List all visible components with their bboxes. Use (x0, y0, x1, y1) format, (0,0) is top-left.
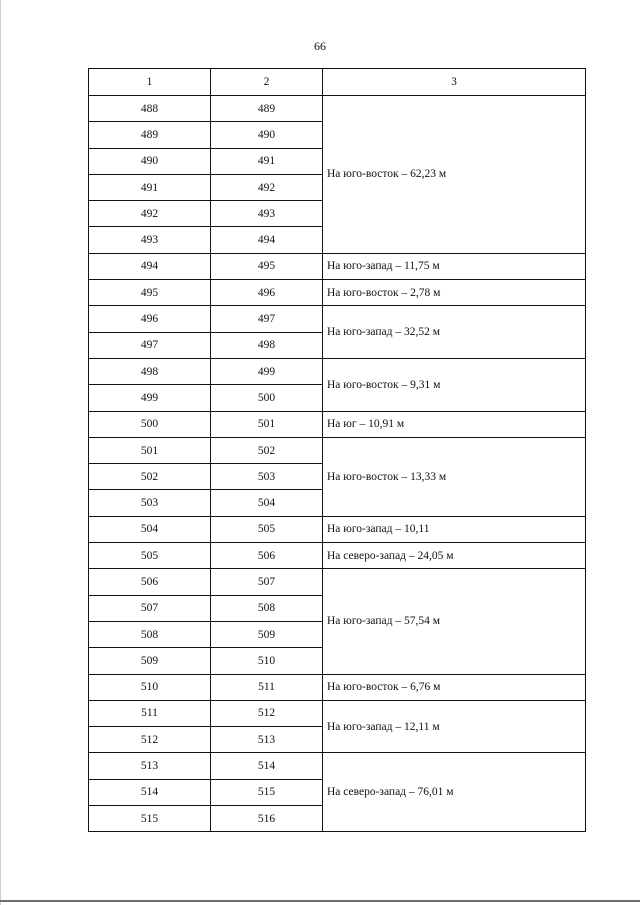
point-to-cell: 491 (211, 148, 323, 174)
point-from-cell: 515 (89, 806, 211, 832)
point-from-cell: 502 (89, 464, 211, 490)
point-to-cell: 510 (211, 648, 323, 674)
page-left-edge (0, 0, 1, 905)
table-row (89, 516, 586, 542)
point-to-cell: 515 (211, 779, 323, 805)
point-from-cell: 506 (89, 569, 211, 595)
column-header-2: 2 (211, 69, 323, 96)
point-from-cell: 489 (89, 122, 211, 148)
point-to-cell: 502 (211, 437, 323, 463)
point-to-cell: 503 (211, 464, 323, 490)
point-from-cell: 508 (89, 621, 211, 647)
table-row (89, 569, 586, 595)
point-from-cell: 505 (89, 543, 211, 569)
point-to-cell: 495 (211, 253, 323, 279)
table-header-row (89, 69, 586, 96)
direction-distance-cell: На юго-восток – 62,23 м (323, 96, 586, 254)
point-to-cell: 501 (211, 411, 323, 437)
direction-distance-cell: На юго-восток – 13,33 м (323, 437, 586, 516)
point-to-cell: 500 (211, 385, 323, 411)
column-header-1: 1 (89, 69, 211, 96)
point-to-cell: 494 (211, 227, 323, 253)
point-from-cell: 501 (89, 437, 211, 463)
direction-distance-cell: На юго-восток – 9,31 м (323, 358, 586, 411)
point-to-cell: 490 (211, 122, 323, 148)
column-header-3: 3 (323, 69, 586, 96)
point-to-cell: 489 (211, 96, 323, 122)
point-to-cell: 493 (211, 201, 323, 227)
point-from-cell: 497 (89, 332, 211, 358)
point-to-cell: 516 (211, 806, 323, 832)
point-from-cell: 513 (89, 753, 211, 779)
point-to-cell: 506 (211, 543, 323, 569)
point-from-cell: 495 (89, 280, 211, 306)
table-row (89, 96, 586, 122)
point-to-cell: 509 (211, 621, 323, 647)
table-row (89, 358, 586, 384)
direction-distance-cell: На юго-восток – 2,78 м (323, 280, 586, 306)
point-to-cell: 512 (211, 700, 323, 726)
table-row (89, 411, 586, 437)
point-from-cell: 496 (89, 306, 211, 332)
table-row (89, 253, 586, 279)
direction-distance-cell: На юго-запад – 57,54 м (323, 569, 586, 674)
point-from-cell: 493 (89, 227, 211, 253)
direction-distance-cell: На юго-запад – 12,11 м (323, 700, 586, 753)
table-row (89, 306, 586, 332)
point-from-cell: 494 (89, 253, 211, 279)
point-to-cell: 505 (211, 516, 323, 542)
direction-distance-cell: На юго-запад – 32,52 м (323, 306, 586, 359)
direction-distance-cell: На северо-запад – 76,01 м (323, 753, 586, 832)
point-to-cell: 507 (211, 569, 323, 595)
table-row (89, 437, 586, 463)
point-from-cell: 491 (89, 174, 211, 200)
direction-distance-cell: На юго-восток – 6,76 м (323, 674, 586, 700)
point-from-cell: 488 (89, 96, 211, 122)
point-to-cell: 513 (211, 727, 323, 753)
table-row (89, 543, 586, 569)
point-to-cell: 508 (211, 595, 323, 621)
direction-distance-cell: На юг – 10,91 м (323, 411, 586, 437)
point-from-cell: 504 (89, 516, 211, 542)
point-to-cell: 514 (211, 753, 323, 779)
direction-distance-cell: На юго-запад – 10,11 (323, 516, 586, 542)
table-row (89, 753, 586, 779)
table-row (89, 674, 586, 700)
point-from-cell: 503 (89, 490, 211, 516)
point-from-cell: 512 (89, 727, 211, 753)
point-from-cell: 492 (89, 201, 211, 227)
table-row (89, 700, 586, 726)
point-from-cell: 507 (89, 595, 211, 621)
point-to-cell: 511 (211, 674, 323, 700)
page-number: 66 (314, 39, 326, 53)
point-to-cell: 497 (211, 306, 323, 332)
point-from-cell: 511 (89, 700, 211, 726)
page-bottom-edge (0, 900, 640, 902)
point-from-cell: 490 (89, 148, 211, 174)
point-to-cell: 498 (211, 332, 323, 358)
table-row (89, 280, 586, 306)
point-from-cell: 510 (89, 674, 211, 700)
direction-distance-cell: На юго-запад – 11,75 м (323, 253, 586, 279)
point-to-cell: 499 (211, 358, 323, 384)
point-from-cell: 499 (89, 385, 211, 411)
table-body (89, 96, 586, 832)
point-from-cell: 509 (89, 648, 211, 674)
point-to-cell: 492 (211, 174, 323, 200)
point-to-cell: 504 (211, 490, 323, 516)
point-from-cell: 514 (89, 779, 211, 805)
point-from-cell: 498 (89, 358, 211, 384)
direction-distance-cell: На северо-запад – 24,05 м (323, 543, 586, 569)
boundary-points-table (88, 68, 586, 832)
point-to-cell: 496 (211, 280, 323, 306)
point-from-cell: 500 (89, 411, 211, 437)
